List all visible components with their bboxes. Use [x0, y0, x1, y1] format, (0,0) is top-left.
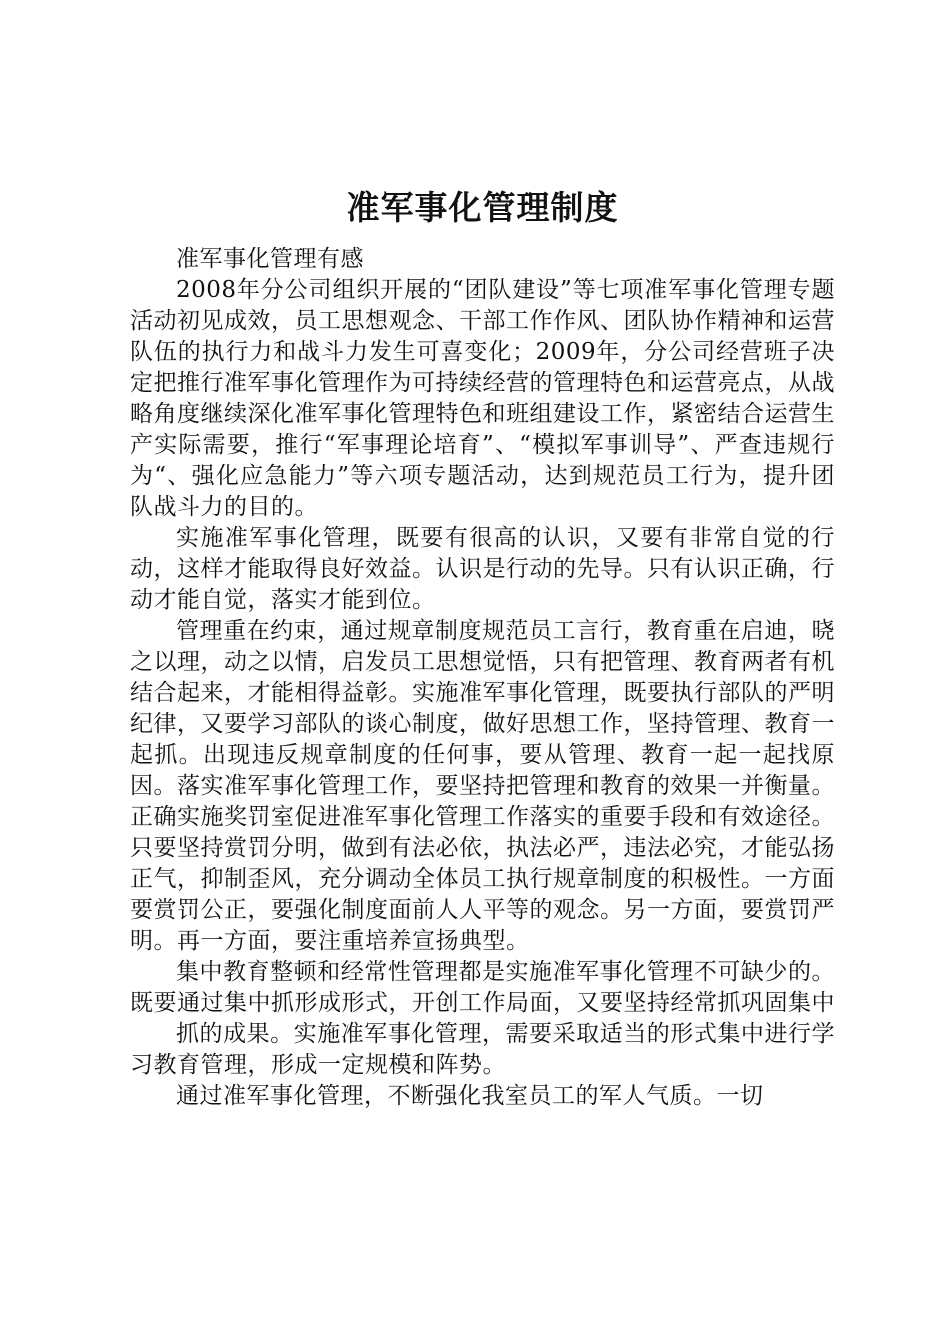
paragraph: 实施准军事化管理，既要有很高的认识，又要有非常自觉的行动，这样才能取得良好效益。认识是行动的先导。只有认识正确，行动才能自觉，落实才能到位。	[130, 525, 835, 613]
document-page	[130, 180, 835, 1112]
paragraph: 集中教育整顿和经常性管理都是实施准军事化管理不可缺少的。既要通过集中抓形成形式，开创工作局面，又要坚持经常抓巩固集中	[130, 959, 835, 1016]
document-body	[130, 244, 835, 1112]
document-title: 准军事化管理制度	[346, 188, 619, 227]
paragraph: 2008年分公司组织开展的“团队建设”等七项准军事化管理专题活动初见成效，员工思想观念、干部工作作风、团队协作精神和运营队伍的执行力和战斗力发生可喜变化；2009年，分公司经营班子决定把推行准军事化管理作为可持续经营的管理特色和运营亮点，从战略角度继续深化准军事化管理特色和班组建设工作，紧密结合运营生产实际需要，推行“军事理论培育”、“模拟军事训导”、严查违规行为“、强化应急能力”等六项专题活动，达到规范员工行为，提升团队战斗力的目的。	[130, 277, 835, 520]
paragraph: 管理重在约束，通过规章制度规范员工言行，教育重在启迪，晓之以理，动之以情，启发员工思想觉悟，只有把管理、教育两者有机结合起来，才能相得益彰。实施准军事化管理，既要执行部队的严明纪律，又要学习部队的谈心制度，做好思想工作，坚持管理、教育一起抓。出现违反规章制度的任何事，要从管理、教育一起一起找原因。落实准军事化管理工作，要坚持把管理和教育的效果一并衡量。正确实施奖罚室促进准军事化管理工作落实的重要手段和有效途径。只要坚持赏罚分明，做到有法必依，执法必严，违法必究，才能弘扬正气，抑制歪风，充分调动全体员工执行规章制度的积极性。一方面要赏罚公正，要强化制度面前人人平等的观念。另一方面，要赏罚严明。再一方面，要注重培养宣扬典型。	[130, 618, 835, 954]
paragraph: 通过准军事化管理，不断强化我室员工的军人气质。一切	[176, 1083, 764, 1109]
paragraph-subtitle: 准军事化管理有感	[176, 246, 364, 272]
paragraph: 抓的成果。实施准军事化管理，需要采取适当的形式集中进行学习教育管理，形成一定规模和阵势。	[130, 1021, 835, 1078]
